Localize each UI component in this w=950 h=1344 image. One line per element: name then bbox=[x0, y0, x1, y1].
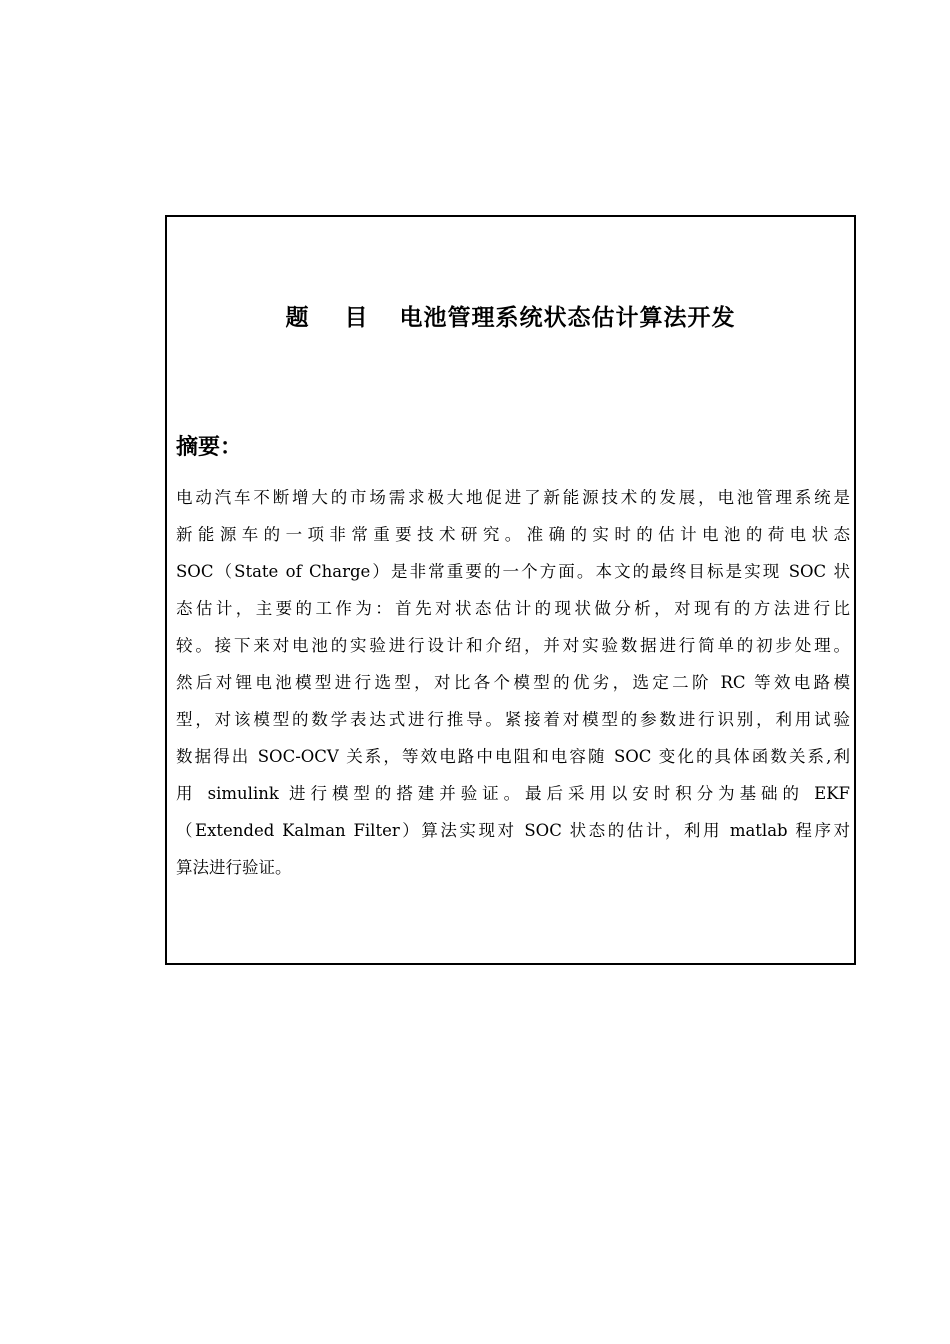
title-abstract-box bbox=[165, 215, 856, 965]
abstract-line: 新能源车的一项非常重要技术研究。准确的实时的估计电池的荷电状态 bbox=[176, 525, 850, 544]
abstract-line: 型，对该模型的数学表达式进行推导。紧接着对模型的参数进行识别，利用试验 bbox=[176, 710, 850, 729]
abstract-line: 数据得出 SOC-OCV 关系，等效电路中电阻和电容随 SOC 变化的具体函数关系,利 bbox=[176, 747, 850, 766]
abstract-body bbox=[176, 479, 850, 886]
title-text: 电池管理系统状态估计算法开发 bbox=[399, 305, 736, 331]
abstract-line: 算法进行验证。 bbox=[176, 858, 292, 877]
abstract-line: SOC（State of Charge）是非常重要的一个方面。本文的最终目标是实现 SOC 状 bbox=[176, 562, 850, 581]
thesis-title bbox=[167, 299, 854, 332]
abstract-line: 用 simulink 进行模型的搭建并验证。最后采用以安时积分为基础的 EKF bbox=[176, 784, 850, 803]
abstract-heading: 摘要： bbox=[176, 435, 243, 460]
abstract-line: 态估计，主要的工作为：首先对状态估计的现状做分析，对现有的方法进行比 bbox=[176, 599, 850, 618]
title-label: 题 目 bbox=[285, 305, 382, 331]
abstract-line: 然后对锂电池模型进行选型，对比各个模型的优劣，选定二阶 RC 等效电路模 bbox=[176, 673, 850, 692]
abstract-line: 较。接下来对电池的实验进行设计和介绍，并对实验数据进行简单的初步处理。 bbox=[176, 636, 850, 655]
abstract-line: 电动汽车不断增大的市场需求极大地促进了新能源技术的发展，电池管理系统是 bbox=[176, 488, 850, 507]
abstract-line: （Extended Kalman Filter）算法实现对 SOC 状态的估计，利用 matlab 程序对 bbox=[176, 821, 850, 840]
